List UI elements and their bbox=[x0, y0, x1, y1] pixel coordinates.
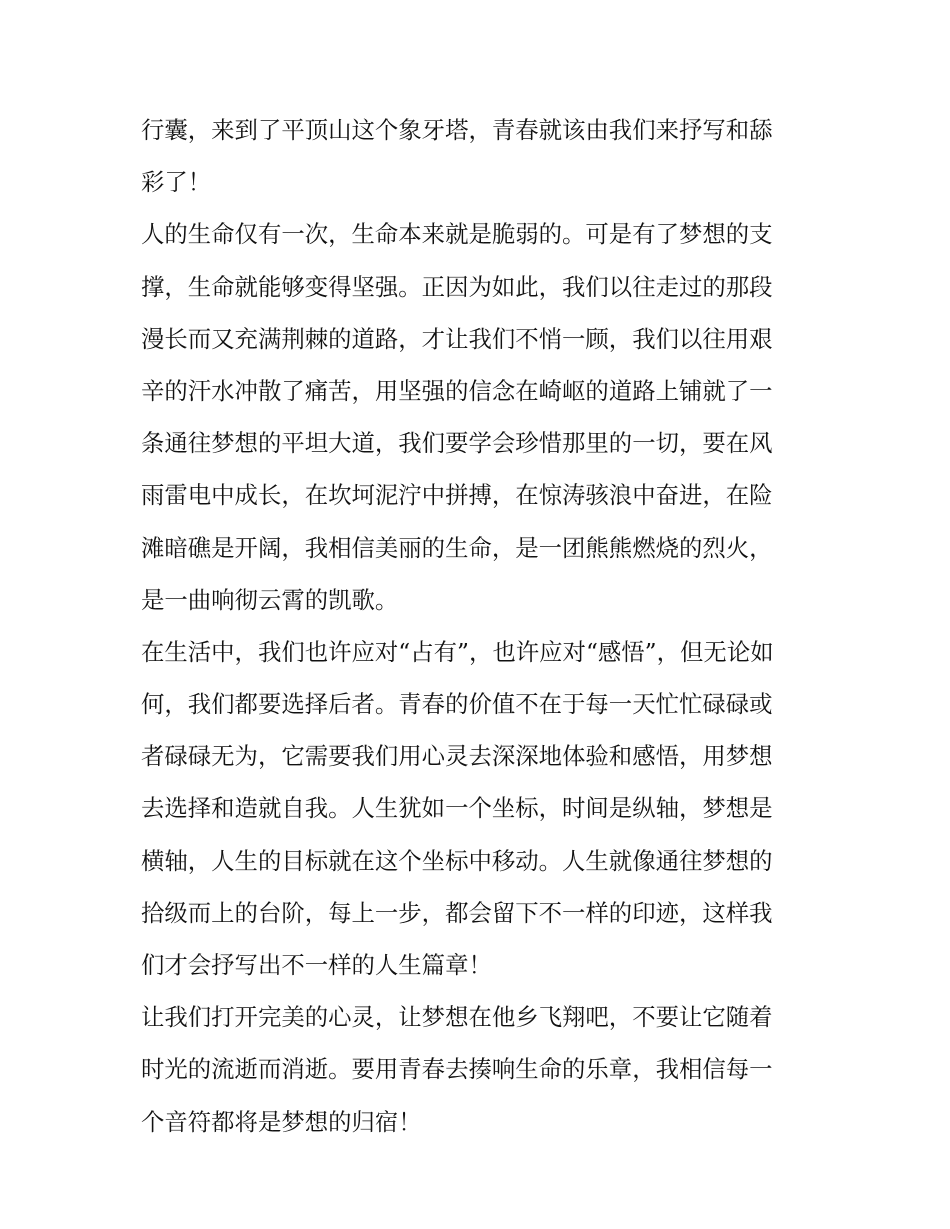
essay-text bbox=[141, 104, 813, 1148]
text-line: 彩了！ bbox=[141, 168, 212, 197]
text-line: 何，我们都要选择后者。青春的价值不在于每一天忙忙碌碌或 bbox=[141, 690, 773, 719]
text-line: 人的生命仅有一次，生命本来就是脆弱的。可是有了梦想的支 bbox=[141, 220, 773, 249]
text-line: 拾级而上的台阶，每上一步，都会留下不一样的印迹，这样我 bbox=[141, 898, 773, 927]
text-line: 滩暗礁是开阔，我相信美丽的生命，是一团熊熊燃烧的烈火， bbox=[141, 533, 773, 562]
text-line: 时光的流逝而消逝。要用青春去揍响生命的乐章，我相信每一 bbox=[141, 1055, 773, 1084]
text-line: 撑，生命就能够变得坚强。正因为如此，我们以往走过的那段 bbox=[141, 272, 773, 301]
text-line: 们才会抒写出不一样的人生篇章！ bbox=[141, 951, 492, 979]
text-line: 辛的汗水冲散了痛苦，用坚强的信念在崎岖的道路上铺就了一 bbox=[141, 376, 773, 405]
text-line: 条通往梦想的平坦大道，我们要学会珍惜那里的一切，要在风 bbox=[141, 429, 773, 458]
text-line: 个音符都将是梦想的归宿！ bbox=[141, 1107, 422, 1136]
text-line: 者碌碌无为，它需要我们用心灵去深深地体验和感悟，用梦想 bbox=[141, 742, 773, 771]
text-line: 去选择和造就自我。人生犹如一个坐标，时间是纵轴，梦想是 bbox=[141, 794, 773, 823]
text-line: 漫长而又充满荆棘的道路，才让我们不悄一顾，我们以往用艰 bbox=[141, 324, 773, 353]
text-line: 雨雷电中成长，在坎坷泥泞中拼搏，在惊涛骇浪中奋进，在险 bbox=[141, 481, 773, 510]
text-line: 是一曲响彻云霄的凯歌。 bbox=[141, 585, 399, 614]
text-line: 让我们打开完美的心灵，让梦想在他乡飞翔吧，不要让它随着 bbox=[141, 1003, 773, 1032]
text-line: 在生活中，我们也许应对“占有”，也许应对“感悟”，但无论如 bbox=[141, 637, 774, 666]
text-line: 行囊，来到了平顶山这个象牙塔，青春就该由我们来抒写和舔 bbox=[141, 116, 773, 144]
text-line: 横轴，人生的目标就在这个坐标中移动。人生就像通往梦想的 bbox=[141, 846, 773, 875]
